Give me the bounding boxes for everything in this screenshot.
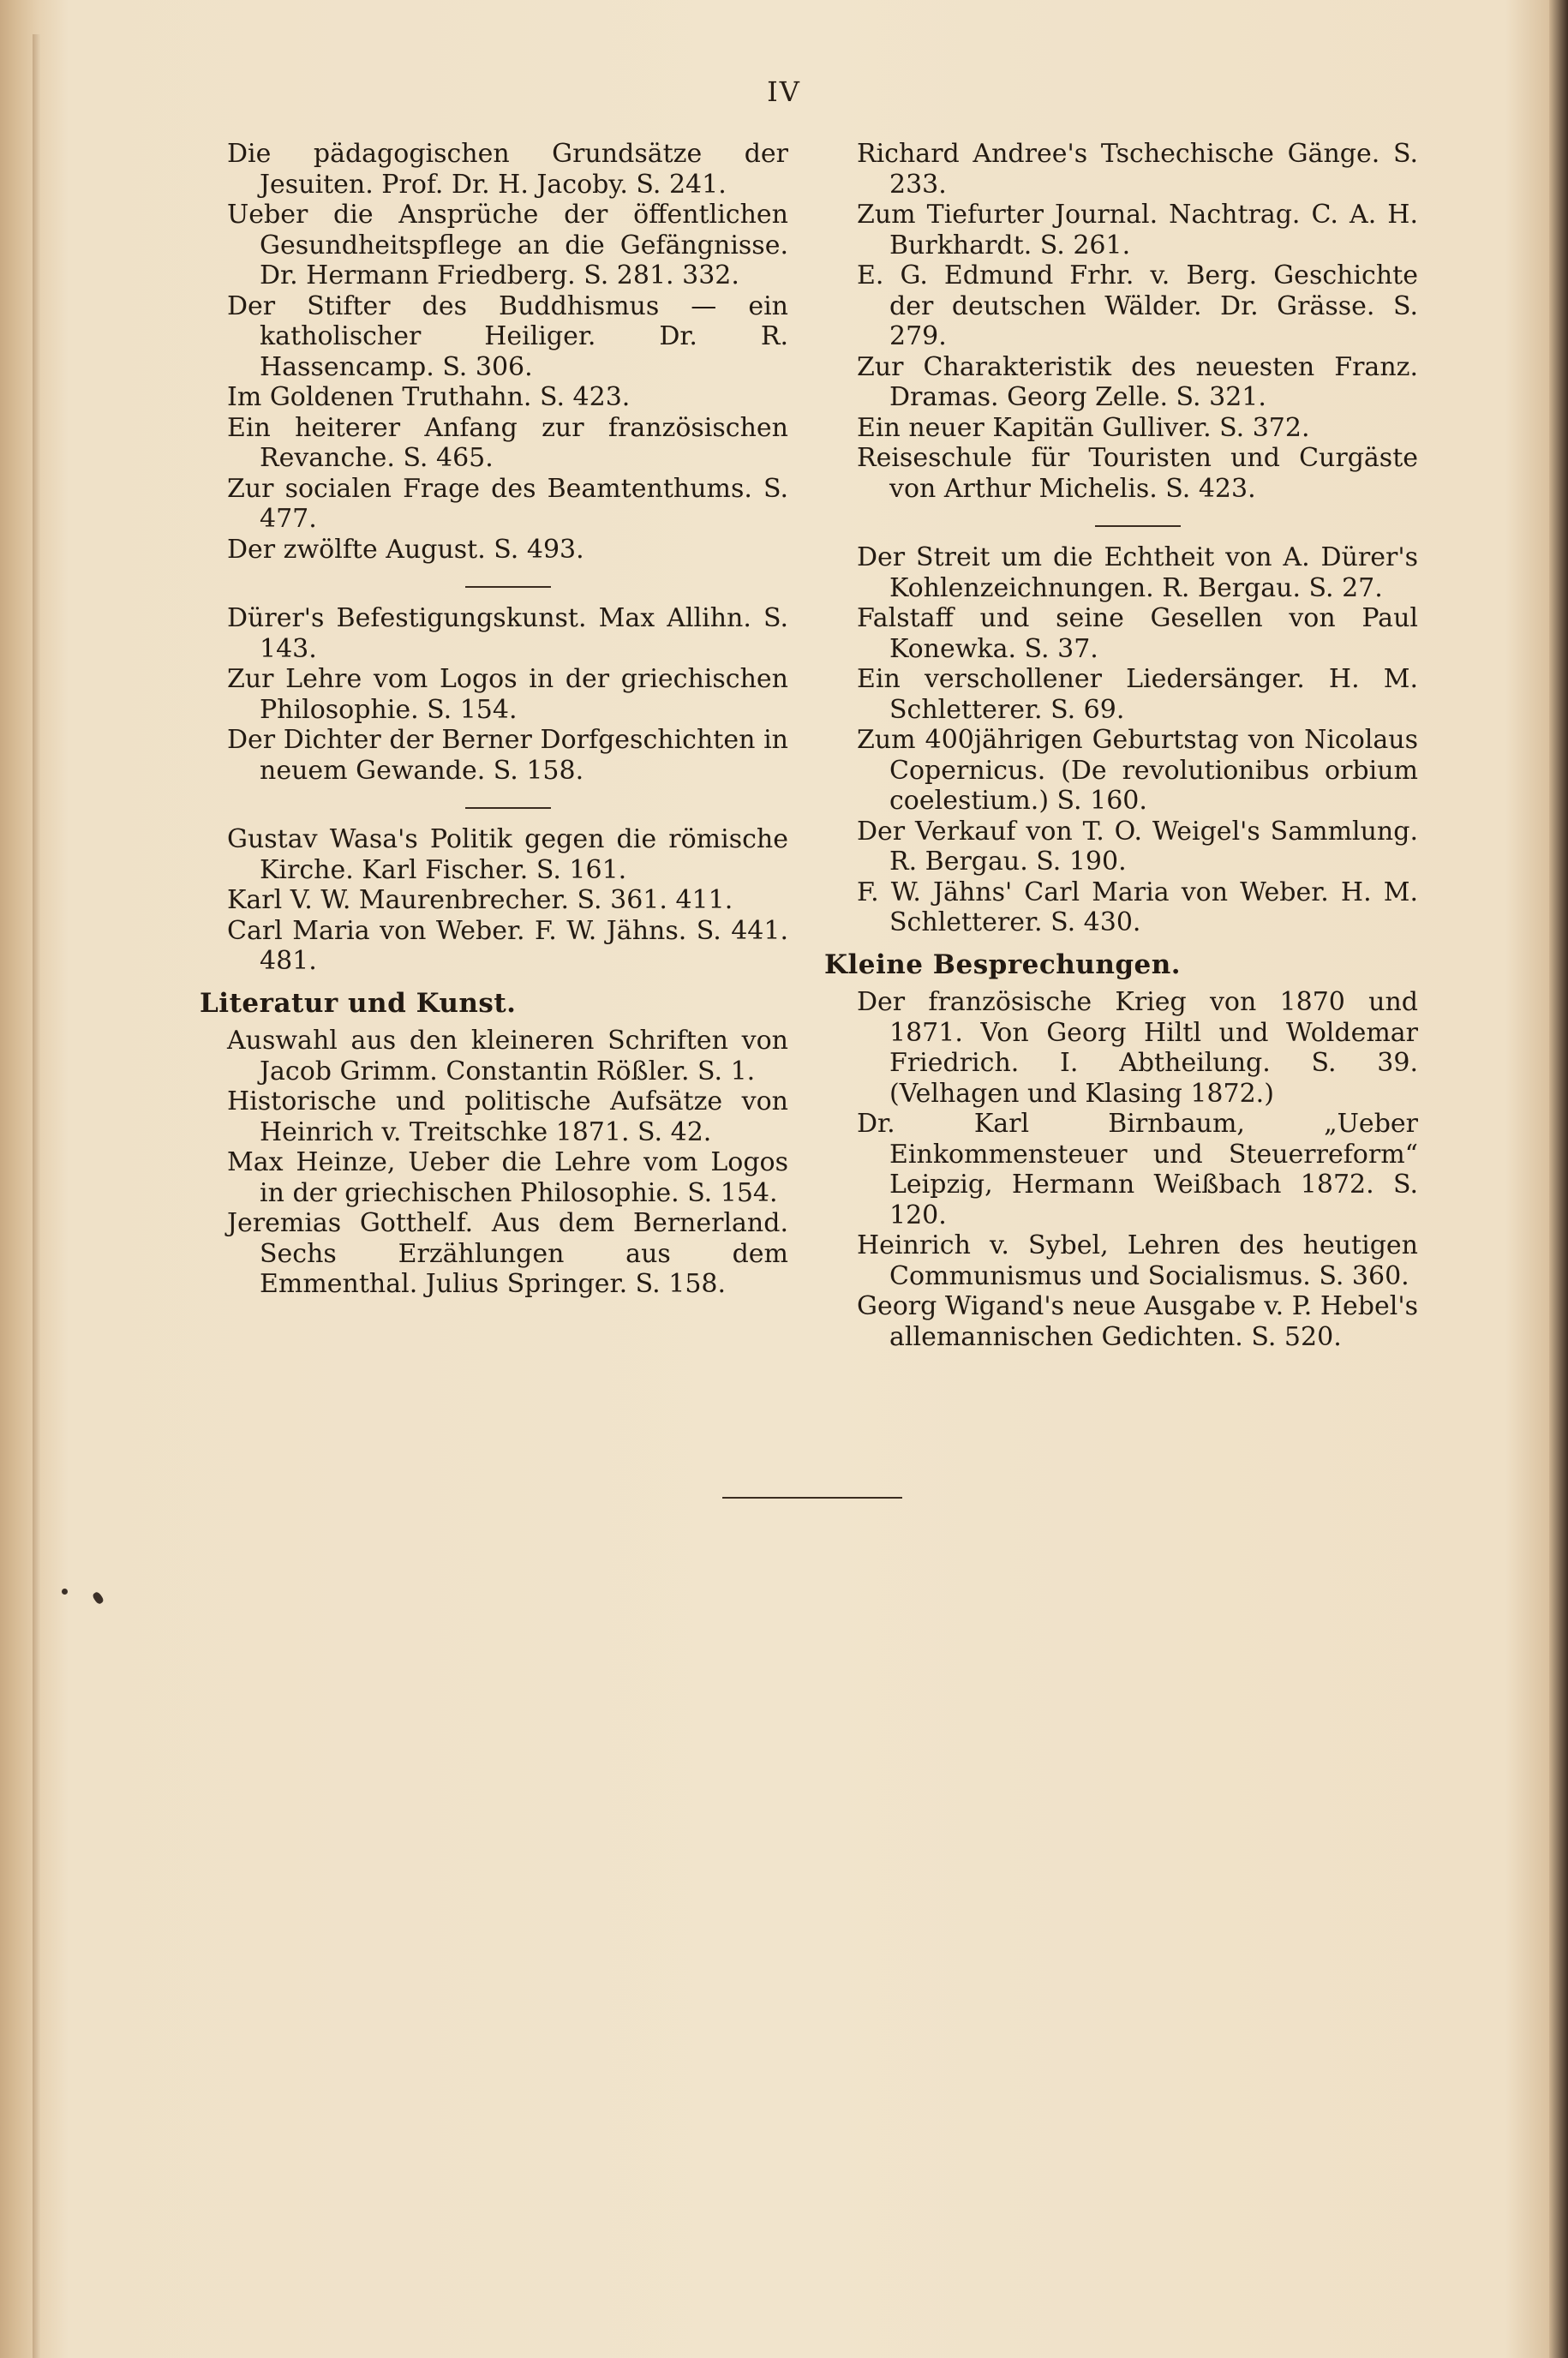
- literatur-entries: [227, 1026, 788, 1300]
- index-entry: Ein heiterer Anfang zur französischen Revanche. S. 465.: [227, 412, 788, 473]
- index-entry: Gustav Wasa's Politik gegen die römische Kirche. Karl Fischer. S. 161.: [227, 824, 788, 885]
- index-entry: Falstaff und seine Gesellen von Paul Konewka. S. 37.: [857, 603, 1418, 664]
- index-entry: Richard Andree's Tschechische Gänge. S. 233.: [857, 139, 1418, 200]
- besprechungen-entries: [857, 987, 1418, 1352]
- page-number: IV: [767, 75, 801, 108]
- right-group-1: [857, 139, 1418, 504]
- index-entry: Ein verschollener Liedersänger. H. M. Schletterer. S. 69.: [857, 664, 1418, 725]
- index-entry: Zum Tiefurter Journal. Nachtrag. C. A. H. Burkhardt. S. 261.: [857, 200, 1418, 260]
- index-entry: Max Heinze, Ueber die Lehre vom Logos in der griechischen Philosophie. S. 154.: [227, 1147, 788, 1208]
- page-right-edge: [1549, 0, 1568, 2358]
- index-entry: Im Goldenen Truthahn. S. 423.: [227, 382, 631, 412]
- sheet-edge: [33, 34, 41, 2358]
- index-entry: Ein neuer Kapitän Gulliver. S. 372.: [857, 412, 1310, 443]
- index-entry: Der Streit um die Echtheit von A. Dürer's Kohlenzeichnungen. R. Bergau. S. 27.: [857, 542, 1418, 603]
- index-entry: Georg Wigand's neue Ausgabe v. P. Hebel's allemannischen Gedichten. S. 520.: [857, 1291, 1418, 1352]
- index-entry: Zur Charakteristik des neuesten Franz. Dramas. Georg Zelle. S. 321.: [857, 351, 1418, 412]
- section-heading-besprechungen: Kleine Besprechungen.: [824, 949, 1182, 980]
- index-entry: Karl V. W. Maurenbrecher. S. 361. 411.: [227, 885, 733, 915]
- index-entry: Die pädagogischen Grundsätze der Jesuiten. Prof. Dr. H. Jacoby. S. 241.: [227, 139, 788, 200]
- index-entry: Jeremias Gotthelf. Aus dem Bernerland. Sechs Erzählungen aus dem Emmenthal. Julius Springer. S. 158.: [227, 1208, 788, 1299]
- index-entry: Der zwölfte August. S. 493.: [227, 534, 584, 565]
- left-column: [200, 139, 788, 1300]
- index-entry: Reiseschule für Touristen und Curgäste von Arthur Michelis. S. 423.: [857, 443, 1418, 504]
- left-group-2: [227, 603, 788, 786]
- index-entry: Historische und politische Aufsätze von Heinrich v. Treitschke 1871. S. 42.: [227, 1086, 788, 1147]
- index-entry: Der Dichter der Berner Dorfgeschichten in neuem Gewande. S. 158.: [227, 725, 788, 786]
- section-divider: [465, 807, 551, 809]
- section-divider: [1095, 525, 1181, 527]
- index-entry: E. G. Edmund Frhr. v. Berg. Geschichte der deutschen Wälder. Dr. Grässe. S. 279.: [857, 260, 1418, 351]
- index-entry: Der französische Krieg von 1870 und 1871. Von Georg Hiltl und Woldemar Friedrich. I. Abtheilung. S. 39. (Velhagen und Klasing 1872.): [857, 987, 1418, 1109]
- index-entry: Dürer's Befestigungskunst. Max Allihn. S. 143.: [227, 603, 788, 664]
- index-entry: Der Verkauf von T. O. Weigel's Sammlung. R. Bergau. S. 190.: [857, 816, 1418, 877]
- index-entry: Ueber die Ansprüche der öffentlichen Gesundheitspflege an die Gefängnisse. Dr. Hermann Friedberg. S. 281. 332.: [227, 200, 788, 290]
- index-entry: Heinrich v. Sybel, Lehren des heutigen Communismus und Socialismus. S. 360.: [857, 1230, 1418, 1291]
- right-group-2: [857, 542, 1418, 938]
- section-heading-literatur: Literatur und Kunst.: [200, 987, 517, 1019]
- index-entry: Dr. Karl Birnbaum, „Ueber Einkommensteuer und Steuerreform“ Leipzig, Hermann Weißbach 1872. S. 120.: [857, 1109, 1418, 1230]
- right-column: [824, 139, 1418, 1352]
- index-entry: Zur socialen Frage des Beamtenthums. S. 477.: [227, 473, 788, 534]
- section-divider: [465, 586, 551, 588]
- left-group-3: [227, 824, 788, 977]
- index-entry: Auswahl aus den kleineren Schriften von Jacob Grimm. Constantin Rößler. S. 1.: [227, 1026, 788, 1086]
- ink-speck: [62, 1589, 68, 1595]
- index-entry: Carl Maria von Weber. F. W. Jähns. S. 441. 481.: [227, 915, 788, 976]
- index-entry: Zum 400jährigen Geburtstag von Nicolaus Copernicus. (De revolutionibus orbium coelestium.) S. 160.: [857, 725, 1418, 816]
- index-entry: F. W. Jähns' Carl Maria von Weber. H. M. Schletterer. S. 430.: [857, 877, 1418, 937]
- left-group-1: [227, 139, 788, 565]
- index-entry: Zur Lehre vom Logos in der griechischen Philosophie. S. 154.: [227, 664, 788, 725]
- end-rule: [722, 1497, 902, 1499]
- index-entry: Der Stifter des Buddhismus — ein katholischer Heiliger. Dr. R. Hassencamp. S. 306.: [227, 290, 788, 382]
